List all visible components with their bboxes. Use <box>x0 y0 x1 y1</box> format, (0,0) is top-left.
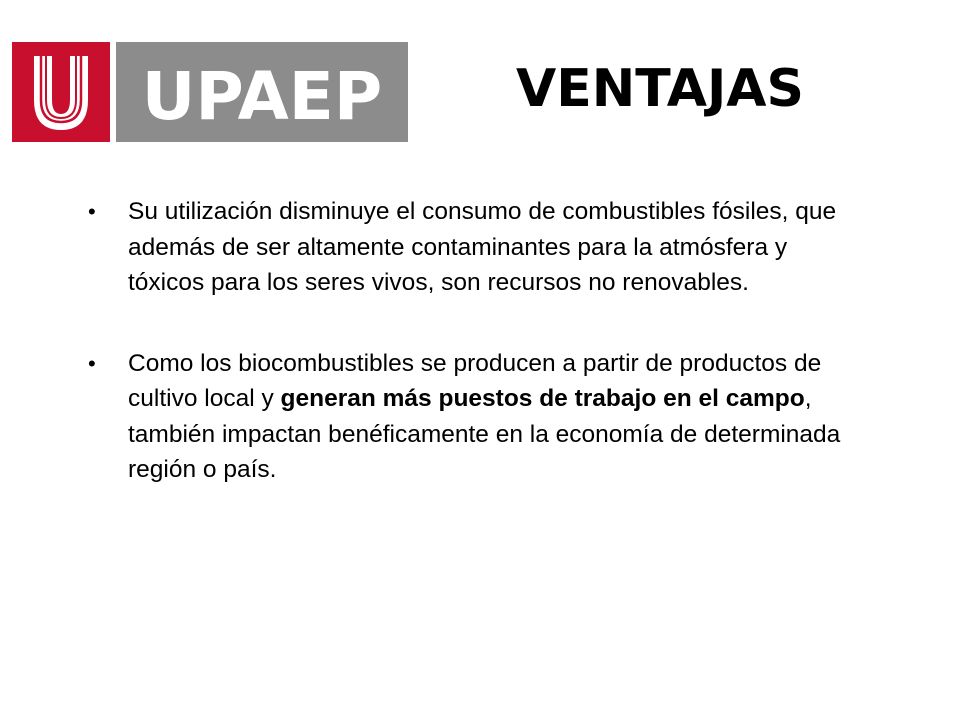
bullet-text <box>128 350 840 484</box>
bullet-text: Su utilización disminuye el consumo de combustibles fósiles, que además de ser altamente contaminantes para la atmósfera y tóxicos para los seres vivos, son recursos no renovables. <box>128 198 837 296</box>
bullet-text-emphasis: generan más puestos de trabajo en el campo <box>280 385 805 412</box>
bullet-text-before: Como los biocombustibles se producen a partir de productos de cultivo local y <box>128 349 822 412</box>
bullet-icon: • <box>88 350 96 376</box>
bullet-list <box>84 194 864 533</box>
bullet-item-economy <box>84 346 864 488</box>
upaep-logo <box>12 42 408 142</box>
slide-title: VENTAJAS <box>515 59 804 119</box>
bullet-icon: • <box>88 199 96 224</box>
bullet-item-consumption <box>84 194 864 301</box>
logo-wordmark-text: UPAEP <box>141 58 383 135</box>
upaep-logo-graphic <box>12 42 408 142</box>
bullet-text-after: , también impactan benéficamente en la economía de determinada región o país. <box>128 385 841 483</box>
